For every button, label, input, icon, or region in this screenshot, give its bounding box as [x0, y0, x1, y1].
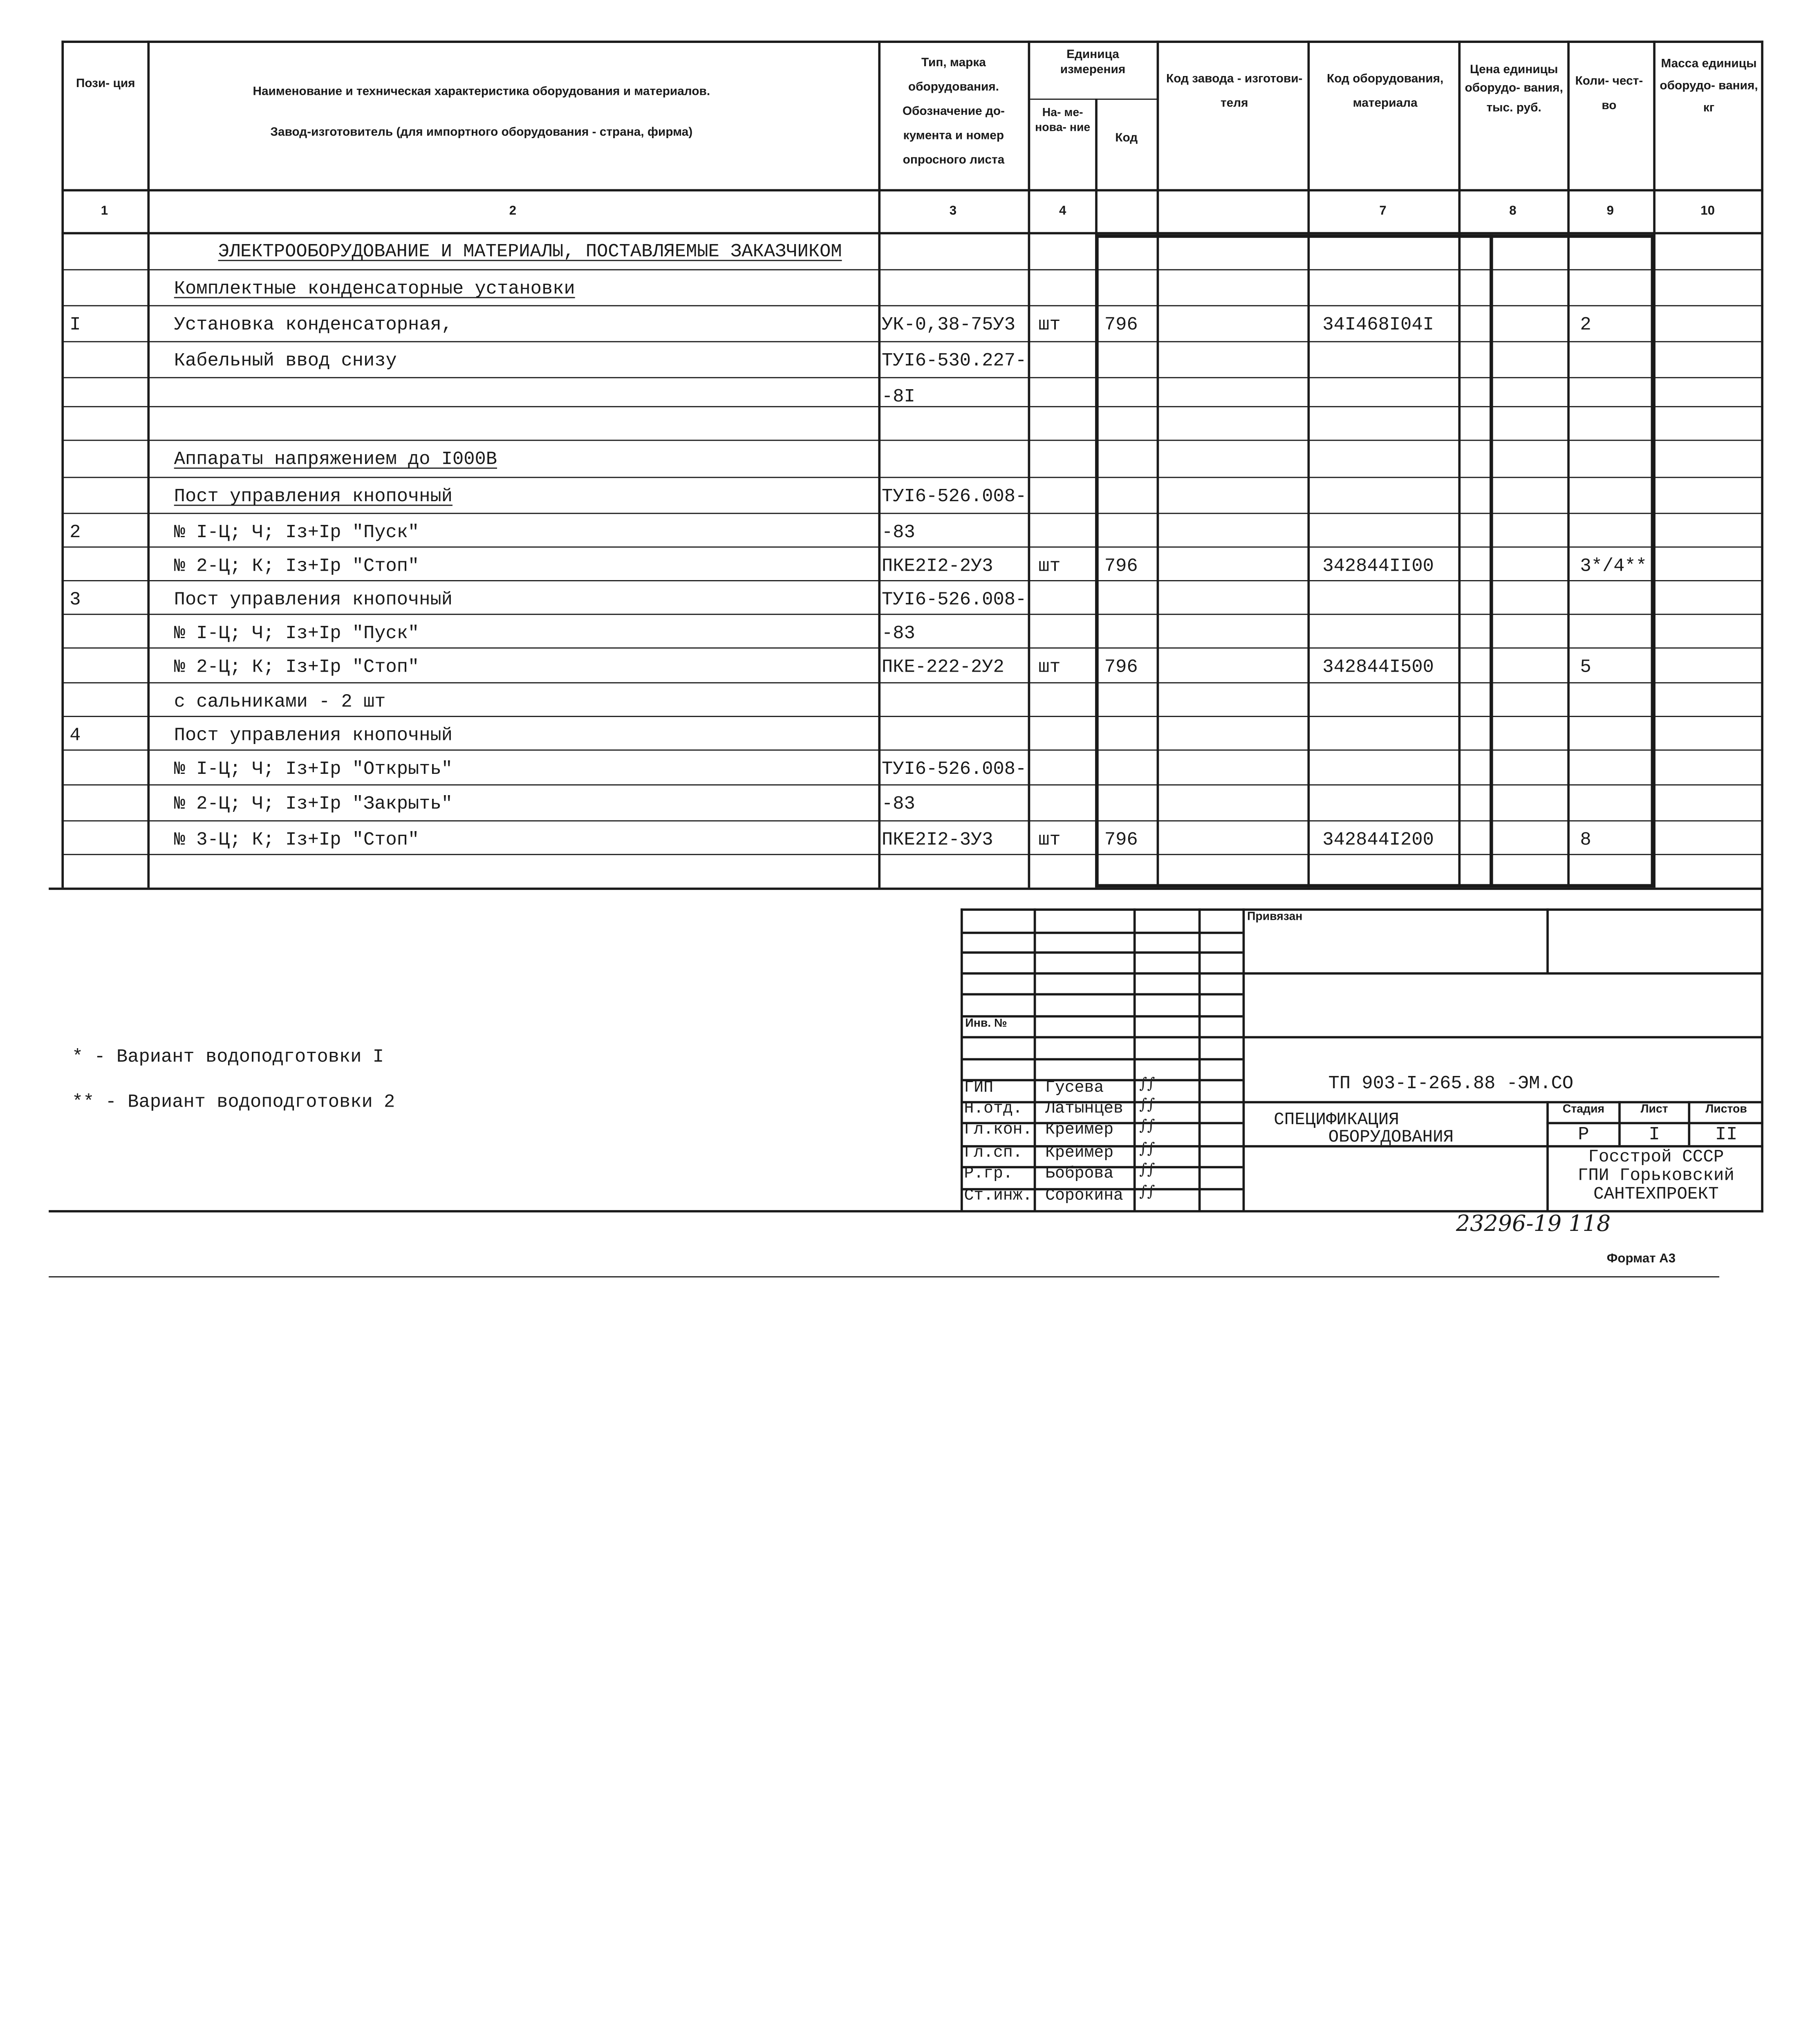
- stamp-org-2: ГПИ Горьковский: [1577, 1166, 1735, 1186]
- cell-position: I: [69, 314, 81, 336]
- col-num-10: 10: [1700, 204, 1715, 218]
- col-num-7: 7: [1379, 204, 1387, 218]
- stamp-role: Гл.сп.: [964, 1144, 1023, 1163]
- stamp-name: Гусева: [1045, 1079, 1104, 1098]
- cell-type: ТУI6-530.227-: [881, 350, 1027, 372]
- cell-unit: шт: [1038, 657, 1061, 678]
- col-num-9: 9: [1606, 204, 1614, 218]
- stamp-name: Креймер: [1045, 1144, 1114, 1163]
- cell-name: № 2-Ц; К; Iз+Iр "Стоп": [174, 556, 419, 577]
- signature-mark: ∫∫: [1139, 1183, 1155, 1201]
- format-label: Формат А3: [1606, 1252, 1676, 1266]
- cell-type: ТУI6-526.008-: [881, 486, 1027, 507]
- note-variant-1: * - Вариант водоподготовки I: [72, 1046, 384, 1068]
- cell-qty: 8: [1580, 829, 1591, 851]
- stamp-name: Креймер: [1045, 1121, 1114, 1140]
- cell-name: № 3-Ц; К; Iз+Iр "Стоп": [174, 829, 419, 851]
- cell-position: 4: [69, 725, 81, 746]
- cell-code: 342844I200: [1322, 829, 1434, 851]
- stamp-title-1: СПЕЦИФИКАЦИЯ: [1274, 1110, 1399, 1130]
- cell-code: 34I468I04I: [1322, 314, 1434, 336]
- note-variant-2: ** - Вариант водоподготовки 2: [72, 1091, 395, 1113]
- cell-name: Кабельный ввод снизу: [174, 350, 397, 372]
- cell-type: ПКЕ2I2-2У3: [881, 556, 993, 577]
- cell-name: Пост управления кнопочный: [174, 486, 452, 507]
- cell-type: ПКЕ-222-2У2: [881, 657, 1004, 678]
- cell-unit-code: 796: [1104, 314, 1138, 336]
- cell-qty: 5: [1580, 657, 1591, 678]
- stamp-name: Сорокина: [1045, 1187, 1123, 1206]
- header-mass: Масса единицы оборудо- вания, кг: [1660, 57, 1758, 115]
- cell-name: Пост управления кнопочный: [174, 589, 452, 610]
- cell-position: 2: [69, 522, 81, 543]
- cell-unit-code: 796: [1104, 556, 1138, 577]
- signature-mark: ∫∫: [1139, 1075, 1155, 1093]
- stamp-title-2: ОБОРУДОВАНИЯ: [1328, 1127, 1454, 1148]
- cell-qty: 2: [1580, 314, 1591, 336]
- stamp-role: Гл.кон.: [964, 1121, 1033, 1140]
- stamp-role: Н.отд.: [964, 1100, 1023, 1118]
- cell-type: -83: [881, 522, 915, 543]
- signature-mark: ∫∫: [1139, 1117, 1155, 1135]
- col-num-4: 4: [1059, 204, 1066, 218]
- cell-type: ТУI6-526.008-: [881, 759, 1027, 780]
- stamp-role: ГИП: [964, 1079, 994, 1098]
- stamp-sheets-label: Листов: [1705, 1103, 1747, 1116]
- col-num-3: 3: [949, 204, 957, 218]
- stamp-role: Ст.инж.: [964, 1187, 1033, 1206]
- cell-name: ЭЛЕКТРООБОРУДОВАНИЕ И МАТЕРИАЛЫ, ПОСТАВЛЯЕМЫЕ ЗАКАЗЧИКОМ: [218, 241, 842, 262]
- stamp-bound-label: Привязан: [1247, 910, 1303, 924]
- cell-name: Комплектные конденсаторные установки: [174, 278, 575, 300]
- col-num-1: 1: [101, 204, 108, 218]
- header-type: Тип, марка оборудования. Обозначение до- кумента и номер опросного листа: [902, 56, 1005, 167]
- header-name-line1: Наименование и техническая характеристика оборудования и материалов.: [253, 85, 710, 99]
- stamp-inv-label: Инв. №: [965, 1018, 1007, 1031]
- cell-name: № 2-Ц; Ч; Iз+Iр "Закрыть": [174, 793, 452, 815]
- signature-mark: ∫∫: [1139, 1140, 1155, 1158]
- header-position: Пози- ция: [76, 76, 135, 91]
- cell-type: -83: [881, 623, 915, 644]
- cell-unit-code: 796: [1104, 657, 1138, 678]
- stamp-sheet: I: [1649, 1124, 1660, 1145]
- col-num-2: 2: [509, 204, 517, 218]
- stamp-sheet-label: Лист: [1640, 1103, 1668, 1116]
- header-price: Цена единицы оборудо- вания, тыс. руб.: [1465, 63, 1563, 114]
- signature-mark: ∫∫: [1139, 1096, 1155, 1114]
- cell-name: с сальниками - 2 шт: [174, 691, 386, 713]
- signature-mark: ∫∫: [1139, 1161, 1155, 1179]
- header-factory: Код завода - изготови- теля: [1166, 72, 1303, 110]
- stamp-name: Латынцев: [1045, 1100, 1123, 1118]
- cell-type: ТУI6-526.008-: [881, 589, 1027, 610]
- stamp-org-1: Госстрой СССР: [1588, 1147, 1724, 1168]
- cell-unit: шт: [1038, 556, 1061, 577]
- header-unit: Единица измерения: [1060, 47, 1126, 77]
- header-code: Код оборудования, материала: [1327, 72, 1444, 110]
- stamp-org-3: САНТЕХПРОЕКТ: [1593, 1184, 1719, 1204]
- col-num-8: 8: [1509, 204, 1517, 218]
- cell-name: № I-Ц; Ч; Iз+Iр "Пуск": [174, 623, 419, 644]
- cell-type: ПКЕ2I2-3У3: [881, 829, 993, 851]
- cell-type: -8I: [881, 386, 915, 408]
- cell-code: 342844I500: [1322, 657, 1434, 678]
- cell-name: № I-Ц; Ч; Iз+Iр "Открыть": [174, 759, 452, 780]
- cell-unit: шт: [1038, 314, 1061, 336]
- header-name-line2: Завод-изготовитель (для импортного оборудования - страна, фирма): [270, 125, 693, 139]
- stamp-stage: Р: [1578, 1124, 1589, 1145]
- header-qty: Коли- чест- во: [1575, 74, 1643, 113]
- stamp-role: Р.гр.: [964, 1165, 1013, 1183]
- stamp-name: Боброва: [1045, 1165, 1114, 1183]
- cell-type: УК-0,38-75У3: [881, 314, 1015, 336]
- cell-type: -83: [881, 793, 915, 815]
- handwritten-number: 23296-19 118: [1456, 1211, 1611, 1237]
- cell-unit-code: 796: [1104, 829, 1138, 851]
- cell-name: Пост управления кнопочный: [174, 725, 452, 746]
- cell-name: № I-Ц; Ч; Iз+Iр "Пуск": [174, 522, 419, 543]
- cell-position: 3: [69, 589, 81, 610]
- cell-name: Установка конденсаторная,: [174, 314, 452, 336]
- cell-name: № 2-Ц; К; Iз+Iр "Стоп": [174, 657, 419, 678]
- cell-unit: шт: [1038, 829, 1061, 851]
- cell-code: 342844II00: [1322, 556, 1434, 577]
- stamp-stage-label: Стадия: [1562, 1103, 1605, 1116]
- cell-qty: 3*/4**: [1580, 556, 1647, 577]
- cell-name: Аппараты напряжением до I000В: [174, 449, 497, 470]
- stamp-sheets: II: [1715, 1124, 1738, 1145]
- header-unit-code: Код: [1115, 131, 1138, 145]
- header-unit-name: На- ме- нова- ние: [1035, 107, 1091, 134]
- stamp-doc-code: ТП 903-I-265.88 -ЭМ.СО: [1328, 1073, 1574, 1094]
